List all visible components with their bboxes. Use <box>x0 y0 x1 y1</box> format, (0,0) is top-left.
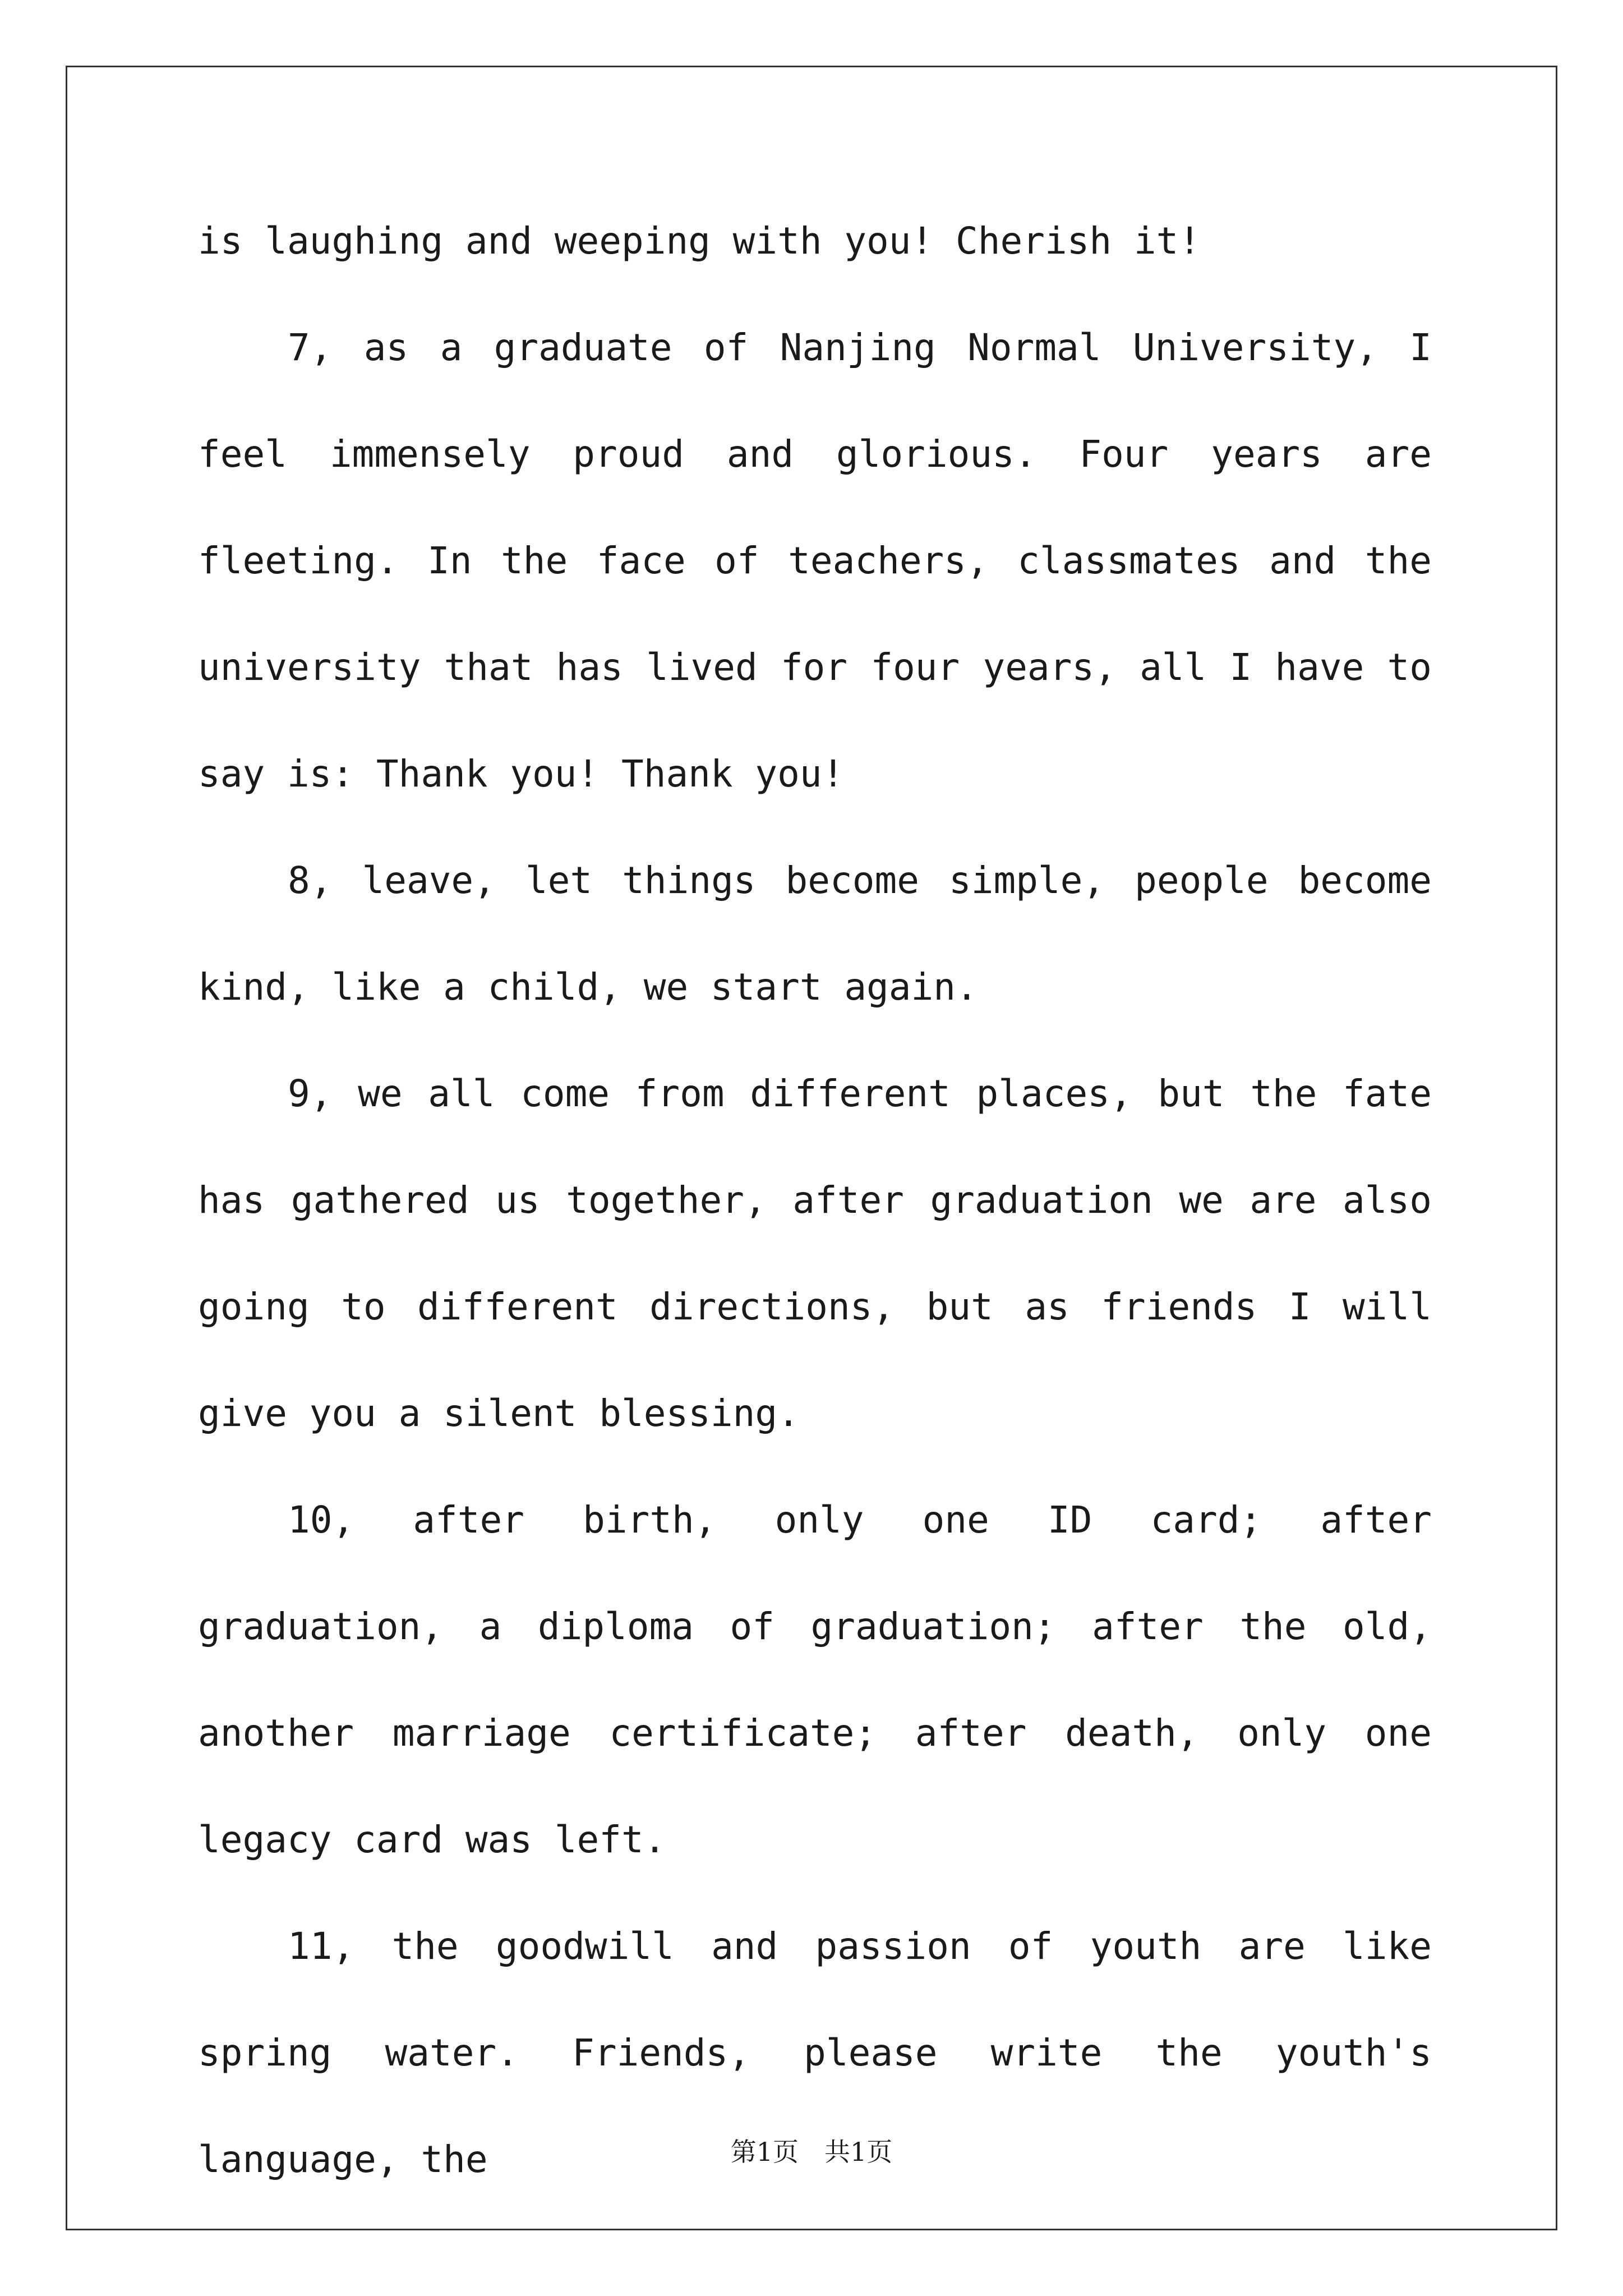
document-body <box>198 188 1432 2213</box>
paragraph: 8, leave, let things become simple, people become kind, like a child, we start again. <box>198 859 1432 1009</box>
paragraph: 9, we all come from different places, but the fate has gathered us together, after graduation we are also going to different directions, but as friends I will give you a silent blessing. <box>198 1072 1432 1435</box>
paragraph: 7, as a graduate of Nanjing Normal University, I feel immensely proud and glorious. Four years are fleeting. In the face of teachers, classmates and the university that has lived for four years, all I have to say is: Thank you! Thank you! <box>198 326 1432 795</box>
paragraph: is laughing and weeping with you! Cherish it! <box>198 219 1201 263</box>
page-footer: 第1页 共1页 <box>730 2137 893 2167</box>
paragraph: 10, after birth, only one ID card; after graduation, a diploma of graduation; after the old, another marriage certificate; after death, only one legacy card was left. <box>198 1498 1432 1861</box>
paragraph: 11, the goodwill and passion of youth are like spring water. Friends, please write the youth's language, the <box>198 1925 1432 2181</box>
